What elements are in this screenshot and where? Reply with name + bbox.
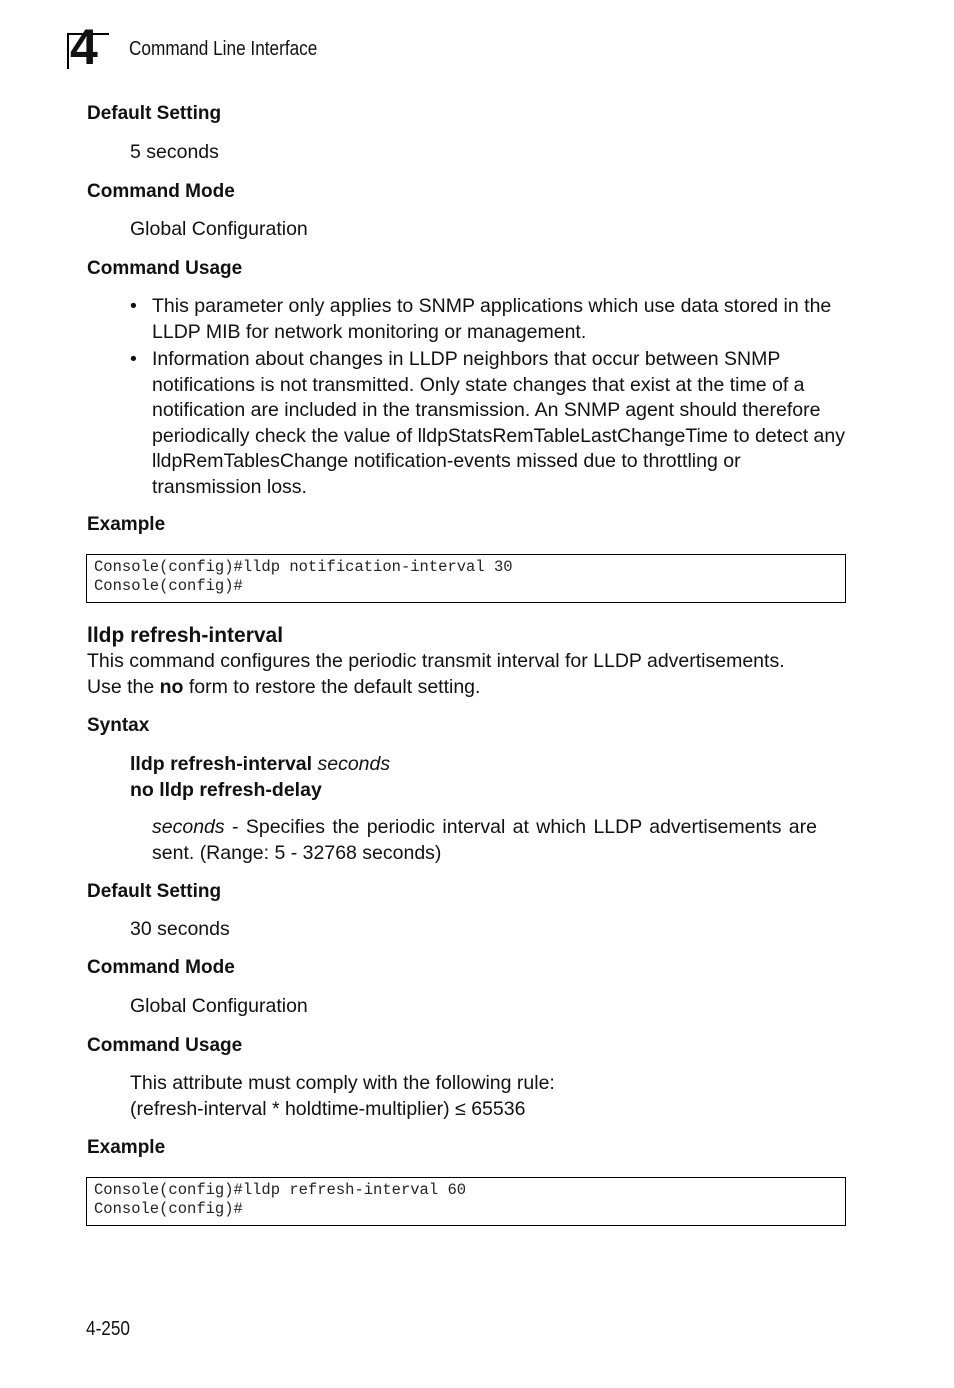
usage-text: [130, 1071, 555, 1122]
code-line: Console(config)#: [94, 1200, 243, 1218]
no-keyword: no: [159, 675, 184, 698]
command-description: [87, 649, 847, 700]
code-line: Console(config)#: [94, 577, 243, 595]
code-example: [86, 554, 846, 603]
description-text: form to restore the default setting.: [183, 675, 481, 698]
list-item: • Information about changes in LLDP neighbors that occur between SNMP notifications is not transmitted. Only state changes that exist at the time of a notification are included in the transmission. An SNMP agent should therefore periodically check the value of lldpStatsRemTableLastChangeTime to detect any lldpRemTablesChange notification-events missed due to throttling or transmission loss.: [130, 347, 846, 500]
parameter-text: - Specifies the periodic interval at which LLDP advertisements are sent. (Range: 5 - 32768 seconds): [152, 816, 817, 864]
command-title: lldp refresh-interval: [87, 624, 284, 647]
command-mode-heading: Command Mode: [87, 957, 235, 978]
page-number: 4-250: [86, 1318, 130, 1340]
default-setting-value: 5 seconds: [130, 141, 219, 163]
description-text: Use the: [87, 675, 160, 698]
syntax-command: lldp refresh-interval: [130, 753, 313, 775]
syntax-heading: Syntax: [87, 715, 150, 736]
usage-rule: (refresh-interval * holdtime-multiplier) ≤ 65536: [130, 1097, 526, 1120]
description-line: This command configures the periodic transmit interval for LLDP advertisements.: [87, 650, 785, 672]
code-line: Console(config)#lldp refresh-interval 60: [94, 1181, 467, 1199]
chapter-number: 4: [70, 19, 97, 75]
command-usage-heading: Command Usage: [87, 258, 243, 279]
default-setting-heading: Default Setting: [87, 881, 222, 902]
example-heading: Example: [87, 514, 166, 535]
usage-bullet-list: [130, 294, 846, 500]
example-heading: Example: [87, 1137, 166, 1158]
running-head: Command Line Interface: [129, 38, 318, 60]
command-mode-value: Global Configuration: [130, 995, 308, 1017]
default-setting-heading: Default Setting: [87, 103, 222, 124]
command-usage-heading: Command Usage: [87, 1035, 243, 1056]
code-line: Console(config)#lldp notification-interval 30: [94, 558, 513, 576]
usage-line: This attribute must comply with the following rule:: [130, 1072, 555, 1094]
syntax-no-command: no lldp refresh-delay: [130, 778, 322, 801]
default-setting-value: 30 seconds: [130, 918, 230, 940]
list-item: • This parameter only applies to SNMP applications which use data stored in the LLDP MIB for network monitoring or management.: [130, 294, 846, 345]
code-example: [86, 1177, 846, 1226]
command-mode-value: Global Configuration: [130, 218, 308, 240]
command-mode-heading: Command Mode: [87, 181, 235, 202]
syntax-parameter: seconds: [317, 753, 391, 775]
parameter-name: seconds: [152, 816, 225, 838]
parameter-description: [152, 815, 817, 866]
syntax-block: [130, 752, 390, 803]
